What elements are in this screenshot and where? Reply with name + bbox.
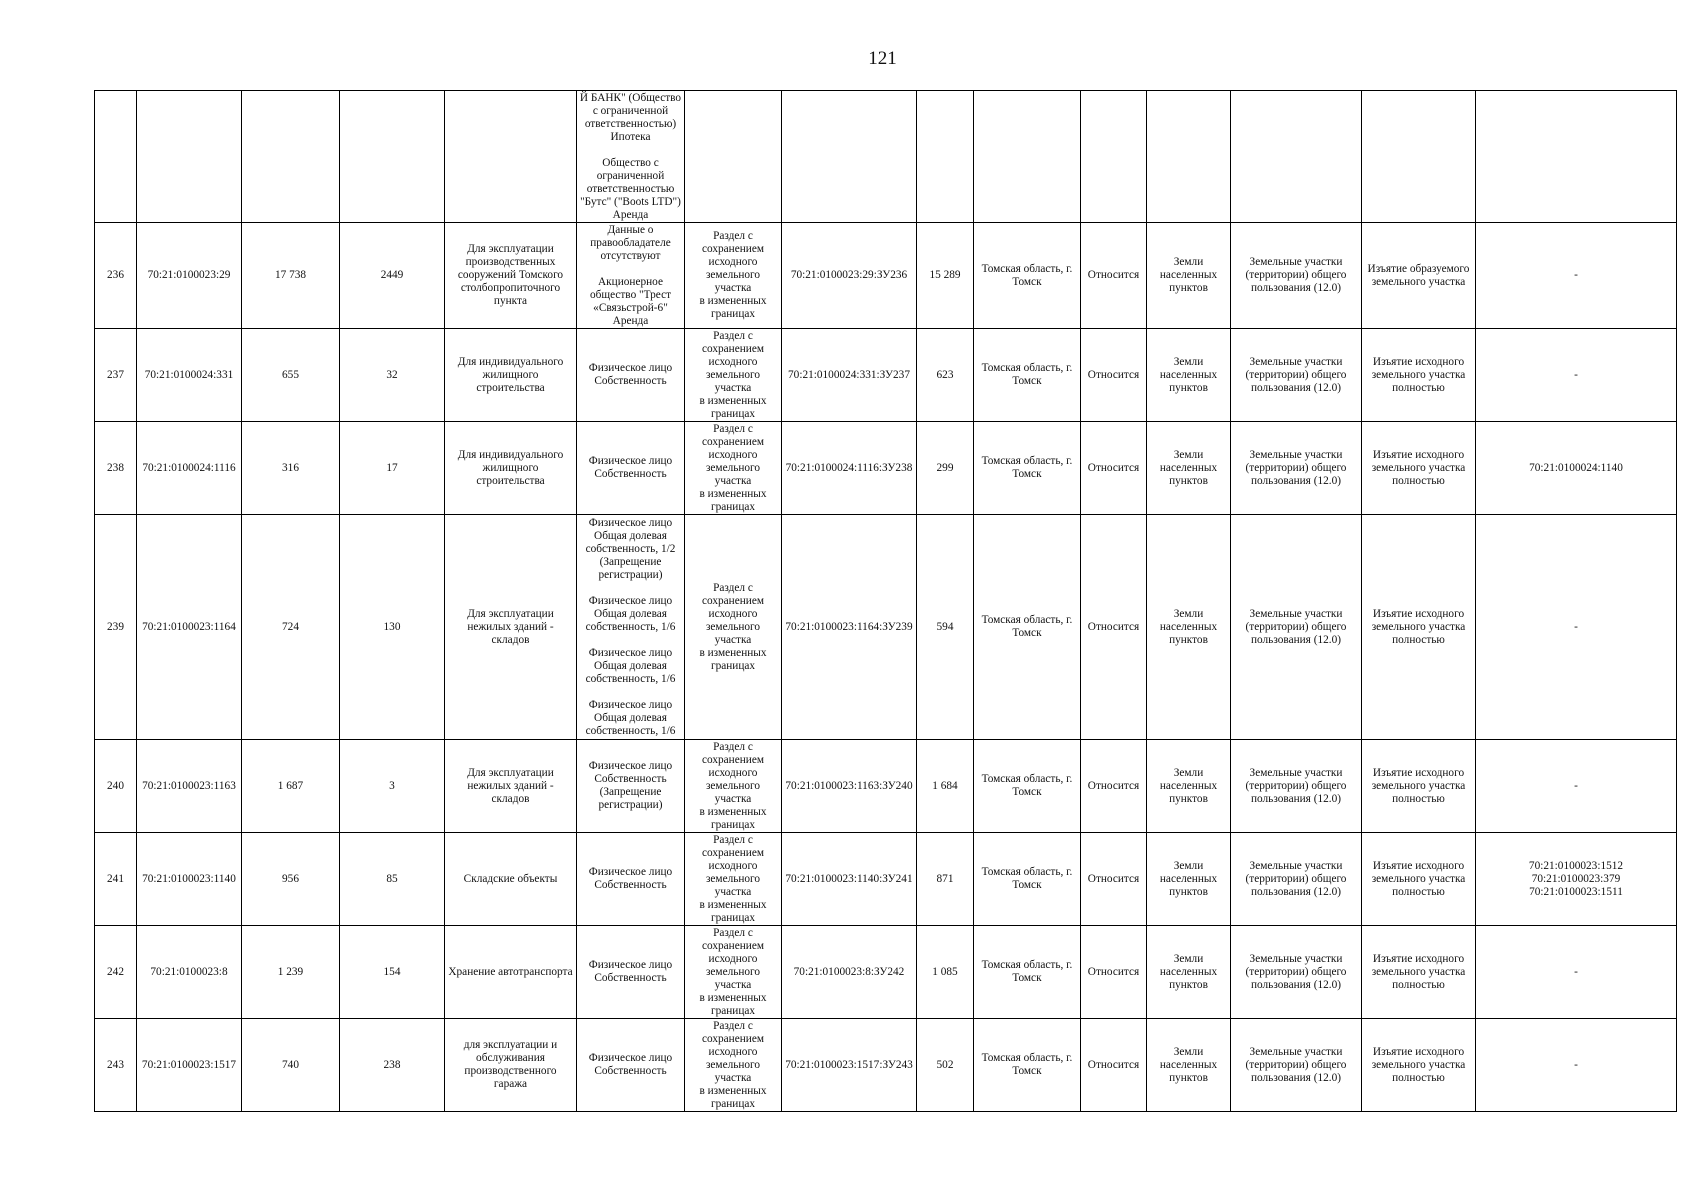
new-cadastral-number: 70:21:0100023:29:ЗУ236 xyxy=(782,223,917,329)
land-category: Земли населенных пунктов xyxy=(1147,329,1231,422)
new-cadastral-number: 70:21:0100024:331:ЗУ237 xyxy=(782,329,917,422)
new-permitted-use: Земельные участки (территории) общего пользования (12.0) xyxy=(1231,422,1362,515)
objects-cell: - xyxy=(1476,740,1677,833)
new-cadastral-number: 70:21:0100024:1116:ЗУ238 xyxy=(782,422,917,515)
owner-cell: Физическое лицо Собственность xyxy=(577,1019,685,1112)
land-category: Земли населенных пунктов xyxy=(1147,223,1231,329)
new-cadastral-number: 70:21:0100023:8:ЗУ242 xyxy=(782,926,917,1019)
row-number: 240 xyxy=(95,740,137,833)
table-row xyxy=(95,329,1677,422)
new-area: 299 xyxy=(917,422,974,515)
area-error: 32 xyxy=(340,329,445,422)
action-cell: Изъятие исходного земельного участка полностью xyxy=(1362,1019,1476,1112)
address: Томская область, г. Томск xyxy=(974,1019,1081,1112)
new-permitted-use: Земельные участки (территории) общего пользования (12.0) xyxy=(1231,515,1362,740)
source-cadastral-number: 70:21:0100023:29 xyxy=(137,223,242,329)
division-method: Раздел с сохранением исходного земельного участка в измененных границах xyxy=(685,833,782,926)
row-number: 241 xyxy=(95,833,137,926)
new-area: 594 xyxy=(917,515,974,740)
action-cell: Изъятие исходного земельного участка полностью xyxy=(1362,833,1476,926)
permitted-use: Для эксплуатации нежилых зданий - складов xyxy=(445,515,577,740)
area-error: 85 xyxy=(340,833,445,926)
action-cell: Изъятие исходного земельного участка полностью xyxy=(1362,422,1476,515)
owner-cell: Физическое лицо Собственность xyxy=(577,422,685,515)
objects-cell: - xyxy=(1476,223,1677,329)
action-cell: Изъятие исходного земельного участка полностью xyxy=(1362,740,1476,833)
objects-cell: 70:21:0100023:1512 70:21:0100023:379 70:21:0100023:1511 xyxy=(1476,833,1677,926)
area-error: 3 xyxy=(340,740,445,833)
new-permitted-use: Земельные участки (территории) общего пользования (12.0) xyxy=(1231,926,1362,1019)
table-row xyxy=(95,833,1677,926)
source-cadastral-number: 70:21:0100024:1116 xyxy=(137,422,242,515)
objects-cell: 70:21:0100024:1140 xyxy=(1476,422,1677,515)
cell-empty xyxy=(137,91,242,223)
address: Томская область, г. Томск xyxy=(974,515,1081,740)
new-area: 1 085 xyxy=(917,926,974,1019)
action-cell: Изъятие исходного земельного участка полностью xyxy=(1362,329,1476,422)
division-method: Раздел с сохранением исходного земельного участка в измененных границах xyxy=(685,329,782,422)
new-area: 1 684 xyxy=(917,740,974,833)
belongs-cell: Относится xyxy=(1081,926,1147,1019)
continuation-row xyxy=(95,91,1677,223)
cell-empty xyxy=(1147,91,1231,223)
table-row xyxy=(95,223,1677,329)
new-cadastral-number: 70:21:0100023:1140:ЗУ241 xyxy=(782,833,917,926)
row-number: 236 xyxy=(95,223,137,329)
address: Томская область, г. Томск xyxy=(974,223,1081,329)
new-permitted-use: Земельные участки (территории) общего пользования (12.0) xyxy=(1231,329,1362,422)
table-row xyxy=(95,515,1677,740)
cell-empty xyxy=(685,91,782,223)
table-row xyxy=(95,422,1677,515)
address: Томская область, г. Томск xyxy=(974,422,1081,515)
source-cadastral-number: 70:21:0100024:331 xyxy=(137,329,242,422)
source-area: 1 687 xyxy=(242,740,340,833)
owner-cell: Данные о правообладателе отсутствуют Акционерное общество "Трест «Связьстрой-6" Аренда xyxy=(577,223,685,329)
owner-cell: Физическое лицо Собственность xyxy=(577,833,685,926)
objects-cell: - xyxy=(1476,926,1677,1019)
row-number: 237 xyxy=(95,329,137,422)
land-category: Земли населенных пунктов xyxy=(1147,515,1231,740)
land-category: Земли населенных пунктов xyxy=(1147,833,1231,926)
land-category: Земли населенных пунктов xyxy=(1147,422,1231,515)
address: Томская область, г. Томск xyxy=(974,926,1081,1019)
owner-cell: Физическое лицо Собственность xyxy=(577,329,685,422)
permitted-use: для эксплуатации и обслуживания производственного гаража xyxy=(445,1019,577,1112)
objects-cell: - xyxy=(1476,1019,1677,1112)
row-number: 243 xyxy=(95,1019,137,1112)
land-plot-table xyxy=(94,90,1677,1112)
permitted-use: Для индивидуального жилищного строительства xyxy=(445,422,577,515)
new-cadastral-number: 70:21:0100023:1517:ЗУ243 xyxy=(782,1019,917,1112)
cell-empty xyxy=(1362,91,1476,223)
area-error: 17 xyxy=(340,422,445,515)
row-number: 238 xyxy=(95,422,137,515)
row-number: 242 xyxy=(95,926,137,1019)
source-cadastral-number: 70:21:0100023:8 xyxy=(137,926,242,1019)
land-category: Земли населенных пунктов xyxy=(1147,740,1231,833)
owner-cell: Физическое лицо Общая долевая собственность, 1/2 (Запрещение регистрации) Физическое лицо Общая долевая собственность, 1/6 Физическое лицо Общая долевая собственность, 1/6 Физическое лицо Общая долевая собственность, 1/6 xyxy=(577,515,685,740)
permitted-use: Для индивидуального жилищного строительства xyxy=(445,329,577,422)
cell-empty xyxy=(917,91,974,223)
source-area: 316 xyxy=(242,422,340,515)
cell-empty xyxy=(95,91,137,223)
owner-cell: Й БАНК" (Общество с ограниченной ответственностью) Ипотека Общество с ограниченной ответственностью "Бутс" ("Boots LTD") Аренда xyxy=(577,91,685,223)
division-method: Раздел с сохранением исходного земельного участка в измененных границах xyxy=(685,1019,782,1112)
permitted-use: Для эксплуатации нежилых зданий - складов xyxy=(445,740,577,833)
address: Томская область, г. Томск xyxy=(974,833,1081,926)
source-area: 1 239 xyxy=(242,926,340,1019)
belongs-cell: Относится xyxy=(1081,1019,1147,1112)
address: Томская область, г. Томск xyxy=(974,740,1081,833)
belongs-cell: Относится xyxy=(1081,833,1147,926)
cell-empty xyxy=(1476,91,1677,223)
cell-empty xyxy=(242,91,340,223)
table-row xyxy=(95,1019,1677,1112)
source-cadastral-number: 70:21:0100023:1163 xyxy=(137,740,242,833)
division-method: Раздел с сохранением исходного земельного участка в измененных границах xyxy=(685,926,782,1019)
division-method: Раздел с сохранением исходного земельного участка в измененных границах xyxy=(685,515,782,740)
cell-empty xyxy=(782,91,917,223)
new-area: 502 xyxy=(917,1019,974,1112)
owner-cell: Физическое лицо Собственность (Запрещение регистрации) xyxy=(577,740,685,833)
objects-cell: - xyxy=(1476,515,1677,740)
land-category: Земли населенных пунктов xyxy=(1147,926,1231,1019)
action-cell: Изъятие исходного земельного участка полностью xyxy=(1362,926,1476,1019)
cell-empty xyxy=(340,91,445,223)
new-permitted-use: Земельные участки (территории) общего пользования (12.0) xyxy=(1231,223,1362,329)
new-area: 15 289 xyxy=(917,223,974,329)
belongs-cell: Относится xyxy=(1081,515,1147,740)
cell-empty xyxy=(1081,91,1147,223)
source-cadastral-number: 70:21:0100023:1140 xyxy=(137,833,242,926)
belongs-cell: Относится xyxy=(1081,422,1147,515)
land-category: Земли населенных пунктов xyxy=(1147,1019,1231,1112)
action-cell: Изъятие образуемого земельного участка xyxy=(1362,223,1476,329)
area-error: 2449 xyxy=(340,223,445,329)
source-area: 17 738 xyxy=(242,223,340,329)
area-error: 154 xyxy=(340,926,445,1019)
owner-cell: Физическое лицо Собственность xyxy=(577,926,685,1019)
row-number: 239 xyxy=(95,515,137,740)
page-number: 121 xyxy=(868,48,897,69)
cell-empty xyxy=(445,91,577,223)
cell-empty xyxy=(974,91,1081,223)
new-permitted-use: Земельные участки (территории) общего пользования (12.0) xyxy=(1231,740,1362,833)
source-cadastral-number: 70:21:0100023:1164 xyxy=(137,515,242,740)
source-cadastral-number: 70:21:0100023:1517 xyxy=(137,1019,242,1112)
new-area: 871 xyxy=(917,833,974,926)
permitted-use: Складские объекты xyxy=(445,833,577,926)
belongs-cell: Относится xyxy=(1081,223,1147,329)
division-method: Раздел с сохранением исходного земельного участка в измененных границах xyxy=(685,740,782,833)
action-cell: Изъятие исходного земельного участка полностью xyxy=(1362,515,1476,740)
new-permitted-use: Земельные участки (территории) общего пользования (12.0) xyxy=(1231,833,1362,926)
belongs-cell: Относится xyxy=(1081,329,1147,422)
source-area: 956 xyxy=(242,833,340,926)
source-area: 740 xyxy=(242,1019,340,1112)
new-cadastral-number: 70:21:0100023:1164:ЗУ239 xyxy=(782,515,917,740)
belongs-cell: Относится xyxy=(1081,740,1147,833)
permitted-use: Для эксплуатации производственных сооружений Томского столбопропиточного пункта xyxy=(445,223,577,329)
new-area: 623 xyxy=(917,329,974,422)
division-method: Раздел с сохранением исходного земельного участка в измененных границах xyxy=(685,223,782,329)
source-area: 724 xyxy=(242,515,340,740)
area-error: 238 xyxy=(340,1019,445,1112)
table-row xyxy=(95,926,1677,1019)
division-method: Раздел с сохранением исходного земельного участка в измененных границах xyxy=(685,422,782,515)
cell-empty xyxy=(1231,91,1362,223)
new-cadastral-number: 70:21:0100023:1163:ЗУ240 xyxy=(782,740,917,833)
table-row xyxy=(95,740,1677,833)
source-area: 655 xyxy=(242,329,340,422)
objects-cell: - xyxy=(1476,329,1677,422)
permitted-use: Хранение автотранспорта xyxy=(445,926,577,1019)
area-error: 130 xyxy=(340,515,445,740)
new-permitted-use: Земельные участки (территории) общего пользования (12.0) xyxy=(1231,1019,1362,1112)
address: Томская область, г. Томск xyxy=(974,329,1081,422)
